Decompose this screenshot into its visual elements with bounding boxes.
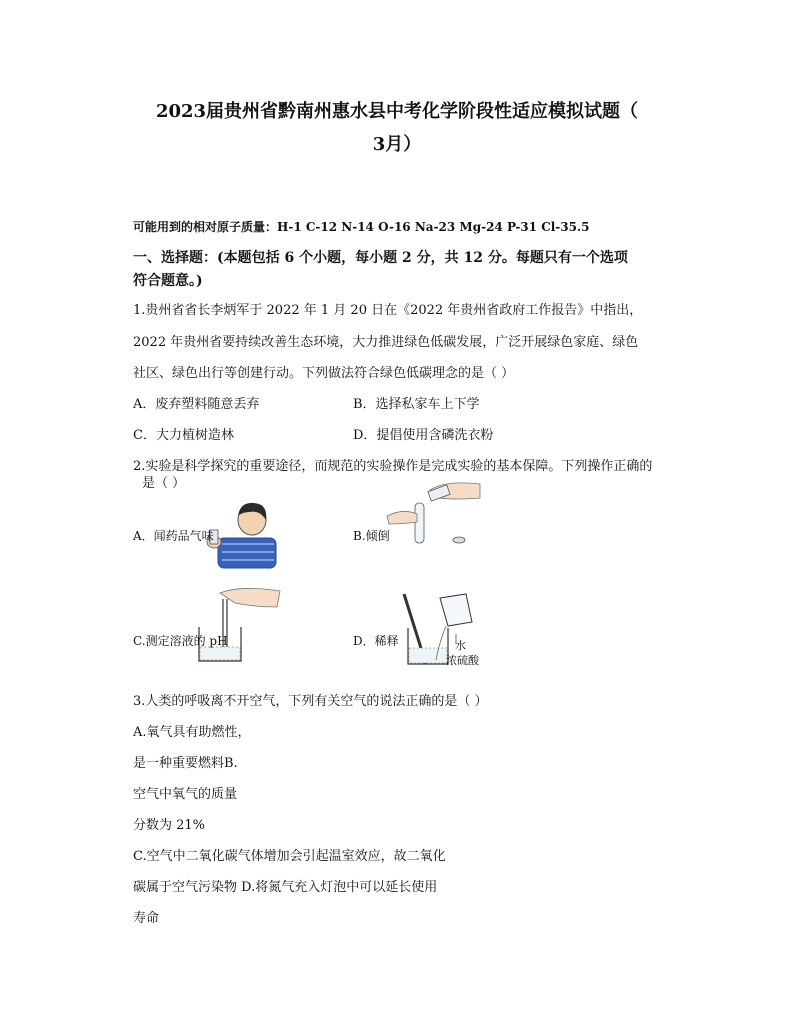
q3-line2: A.氧气具有助燃性， [133, 725, 251, 740]
q3-line7: 碳属于空气污染物 D.将氮气充入灯泡中可以延长使用 [133, 880, 438, 895]
figure-ph-illustration [195, 585, 285, 665]
q3-line3: 是一种重要燃料B. [133, 756, 238, 771]
label-water: 水 [455, 639, 466, 652]
section-heading-line1: 一、选择题：(本题包括 6 个小题，每小题 2 分，共 12 分。每题只有一个选项 [133, 250, 628, 266]
q3-line4: 空气中氧气的质量 [133, 787, 238, 802]
q3-line1: 3.人类的呼吸离不开空气，下列有关空气的说法正确的是（ ） [133, 694, 488, 709]
hand-c [220, 588, 280, 607]
q2-option-d: D．稀释 [353, 634, 399, 648]
hand-lower [387, 511, 417, 524]
q3-line6: C.空气中二氧化碳气体增加会引起温室效应，故二氧化 [133, 849, 446, 864]
page-title-line2: 3月） [372, 134, 422, 155]
q1-option-d: D．提倡使用含磷洗衣粉 [353, 428, 494, 443]
q2-option-b: B.倾倒 [353, 529, 390, 543]
q3-line8: 寿命 [133, 911, 160, 926]
q2-option-c: C.测定溶液的 pH [133, 634, 228, 648]
figure-pour-illustration [385, 478, 485, 548]
stopper [453, 537, 465, 543]
q1-line3: 社区、绿色出行等创建行动。下列做法符合绿色低碳理念的是（ ） [133, 366, 515, 381]
q3-line5: 分数为 21% [133, 818, 206, 833]
q1-option-c: C．大力植树造林 [133, 428, 234, 443]
liquid-d [409, 648, 447, 663]
q1-line1: 1.贵州省省长李炳军于 2022 年 1 月 20 日在《2022 年贵州省政府工作报告》中指出， [133, 303, 643, 318]
page-title-line1: 2023届贵州省黔南州惠水县中考化学阶段性适应模拟试题（ [155, 101, 639, 122]
section-heading-line2: 符合题意。) [133, 273, 203, 289]
q1-line2: 2022 年贵州省要持续改善生态环境，大力推进绿色低碳发展，广泛开展绿色家庭、绿色 [133, 335, 639, 350]
label-acid: 浓硫酸 [446, 654, 479, 667]
q2-option-a: A．闻药品气味 [133, 529, 214, 543]
q2-line2: 是（ ） [142, 476, 186, 491]
pouring-beaker [440, 594, 472, 626]
test-tube [415, 503, 424, 543]
q2-line1: 2.实验是科学探究的重要途径，而规范的实验操作是完成实验的基本保障。下列操作正确的 [133, 459, 653, 474]
q1-option-a: A．废弃塑料随意丢弃 [133, 397, 260, 412]
atomic-masses: 可能用到的相对原子质量：H-1 C-12 N-14 O-16 Na-23 Mg-24 P-31 Cl-35.5 [133, 220, 590, 234]
q1-option-b: B．选择私家车上下学 [353, 397, 480, 412]
